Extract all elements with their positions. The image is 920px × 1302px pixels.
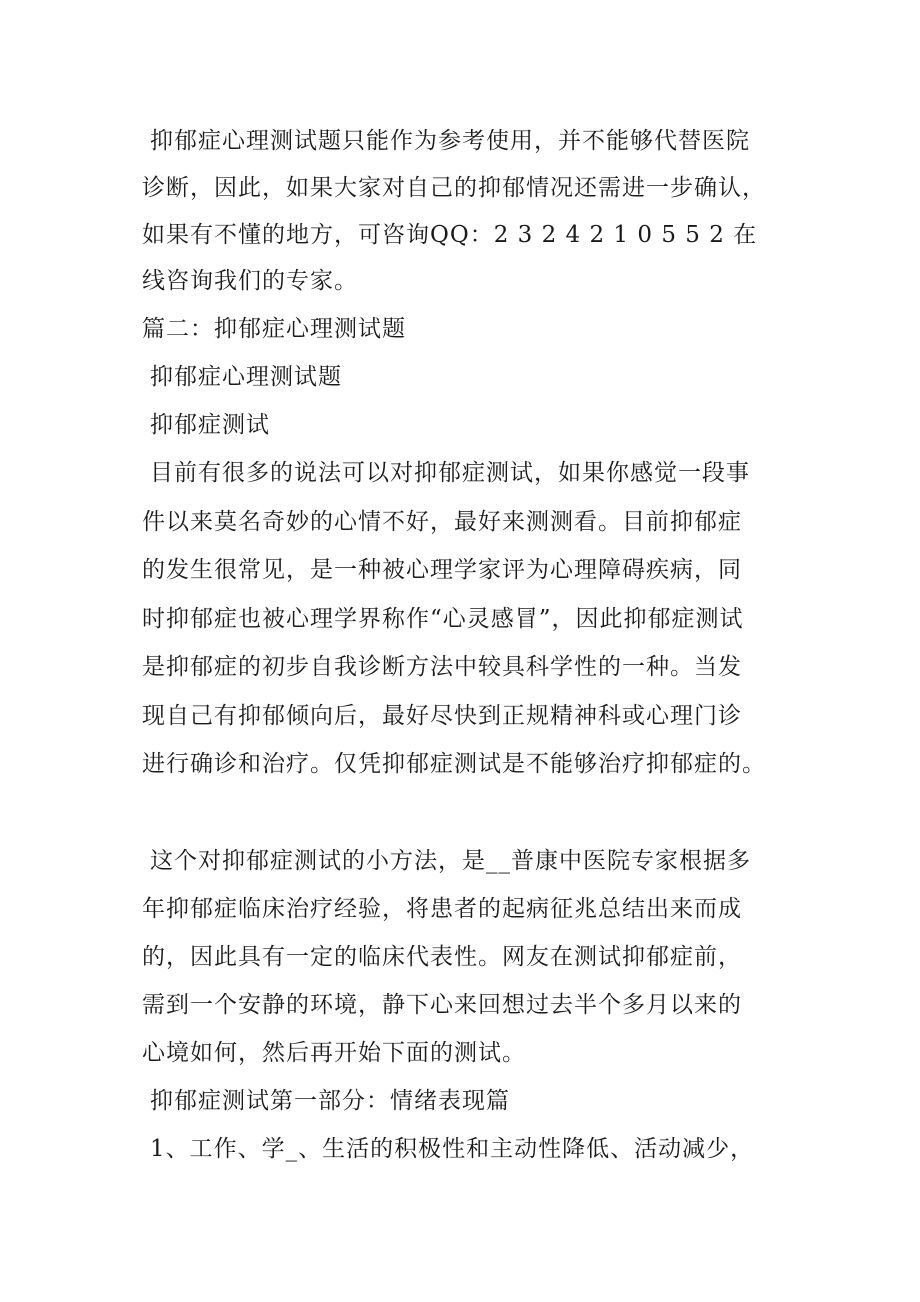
intro-line-2: 诊断，因此，如果大家对自己的抑郁情况还需进一步确认， — [142, 175, 766, 201]
intro-line-3: 如果有不懂的地方，可咨询QQ：2 3 2 4 2 1 0 5 5 2 在 — [142, 222, 758, 248]
document-subtitle: 抑郁症测试 — [150, 412, 270, 438]
paragraph-1-line-3: 的发生很常见，是一种被心理学家评为心理障碍疾病，同 — [142, 557, 742, 583]
paragraph-2-line-2: 年抑郁症临床治疗经验，将患者的起病征兆总结出来而成 — [142, 896, 742, 922]
paragraph-2-line-4: 需到一个安静的环境，静下心来回想过去半个多月以来的 — [142, 992, 742, 1018]
list-item-1: 1、工作、学_、生活的积极性和主动性降低、活动减少， — [150, 1136, 755, 1162]
document-title: 抑郁症心理测试题 — [150, 364, 342, 390]
part-heading: 抑郁症测试第一部分：情绪表现篇 — [150, 1088, 510, 1114]
paragraph-1-line-4: 时抑郁症也被心理学界称作“心灵感冒”，因此抑郁症测试 — [142, 606, 744, 632]
paragraph-1-line-2: 件以来莫名奇妙的心情不好，最好来测测看。目前抑郁症 — [142, 509, 742, 535]
paragraph-2-line-3: 的，因此具有一定的临床代表性。网友在测试抑郁症前， — [142, 944, 742, 970]
section-heading: 篇二：抑郁症心理测试题 — [142, 316, 406, 342]
intro-line-4: 线咨询我们的专家。 — [142, 268, 358, 294]
intro-line-1: 抑郁症心理测试题只能作为参考使用，并不能够代替医院 — [150, 128, 750, 154]
paragraph-1-line-5: 是抑郁症的初步自我诊断方法中较具科学性的一种。当发 — [142, 654, 742, 680]
paragraph-1-line-6: 现自己有抑郁倾向后，最好尽快到正规精神科或心理门诊 — [142, 703, 742, 729]
paragraph-2-line-1: 这个对抑郁症测试的小方法，是__普康中医院专家根据多 — [150, 848, 751, 874]
paragraph-1-line-7: 进行确诊和治疗。仅凭抑郁症测试是不能够治疗抑郁症的。 — [142, 751, 766, 777]
paragraph-1-line-1: 目前有很多的说法可以对抑郁症测试，如果你感觉一段事 — [150, 460, 750, 486]
paragraph-2-line-5: 心境如何，然后再开始下面的测试。 — [142, 1040, 526, 1066]
